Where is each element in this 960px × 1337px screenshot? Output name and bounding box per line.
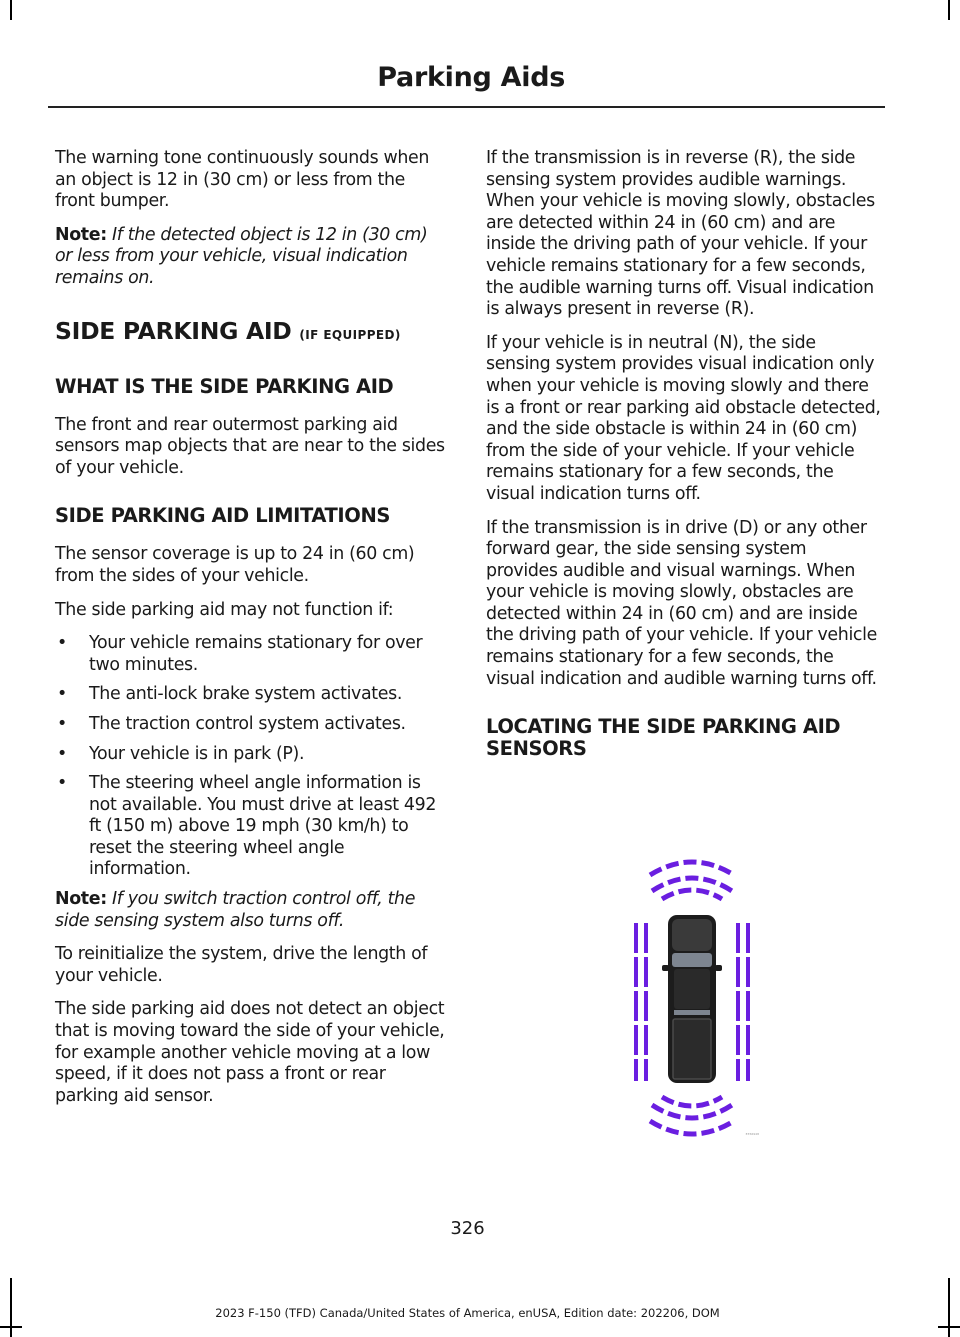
list-item: • Your vehicle remains stationary for over two minutes. xyxy=(55,633,447,676)
paragraph-does-not-detect: The side parking aid does not detect an object that is moving toward the side of your vehicle, for example another vehicle moving at a low speed, if it does not pass a front or rear parking aid sensor. xyxy=(55,999,445,1106)
crop-mark-top-right-v xyxy=(948,0,950,20)
figure-code: E356948 xyxy=(745,1132,759,1136)
paragraph-may-not-function: The side parking aid may not function if: xyxy=(55,599,394,620)
truck-cab-roof xyxy=(674,969,710,1009)
left-column xyxy=(55,148,447,1119)
paragraph-neutral: If your vehicle is in neutral (N), the side sensing system provides visual indication only when your vehicle is moving slowly and there is a front or rear parking aid obstacle detected, and the side obstacle is within 24 in (60 cm) from the side of your vehicle. If your vehicle remains stationary for a few seconds, the visual indication turns off. xyxy=(486,332,881,504)
note-text: If you switch traction control off, the side sensing system also turns off. xyxy=(55,889,416,931)
rear-arc-inner xyxy=(662,1097,722,1106)
crop-mark-bottom-right-v xyxy=(948,1278,950,1337)
right-sensing-zone xyxy=(738,923,748,1081)
left-sensing-zone xyxy=(636,923,646,1081)
mirror-right-icon xyxy=(715,965,722,971)
footer-edition-info: 2023 F-150 (TFD) Canada/United States of America, enUSA, Edition date: 202206, DOM xyxy=(215,1306,720,1320)
front-arc-middle xyxy=(652,878,732,891)
crop-mark-top-left-v xyxy=(10,0,12,20)
crop-mark-bottom-right-h xyxy=(938,1326,960,1328)
truck-windshield xyxy=(672,953,712,967)
right-column xyxy=(486,148,881,760)
note-text: If the detected object is 12 in (30 cm) or less from your vehicle, visual indication remains on. xyxy=(55,224,428,288)
heading-suffix: (IF EQUIPPED) xyxy=(299,327,401,342)
front-sensing-arcs xyxy=(650,862,734,899)
crop-mark-bottom-left-h xyxy=(0,1326,22,1328)
rear-arc-middle xyxy=(652,1105,732,1118)
note-detected-object xyxy=(55,225,447,290)
paragraph-reinitialize: To reinitialize the system, drive the length of your vehicle. xyxy=(55,944,428,986)
heading-locating-sensors: LOCATING THE SIDE PARKING AID SENSORS xyxy=(486,715,841,761)
heading-side-parking-aid-limitations: SIDE PARKING AID LIMITATIONS xyxy=(55,504,391,528)
header-divider xyxy=(48,106,885,108)
truck-top-view xyxy=(662,915,722,1083)
paragraph-sensor-coverage: The sensor coverage is up to 24 in (60 cm) from the sides of your vehicle. xyxy=(55,544,415,586)
list-item: • The anti-lock brake system activates. xyxy=(55,684,447,706)
heading-side-parking-aid xyxy=(55,318,447,348)
side-parking-sensors-illustration xyxy=(622,853,762,1143)
page-number: 326 xyxy=(450,1218,485,1239)
front-arc-outer xyxy=(650,862,734,875)
heading-main: SIDE PARKING AID xyxy=(55,316,292,345)
mirror-left-icon xyxy=(662,965,669,971)
limitations-list xyxy=(55,633,447,881)
list-item: • Your vehicle is in park (P). xyxy=(55,744,447,766)
page-section-title: Parking Aids xyxy=(377,62,565,93)
paragraph-what-is: The front and rear outermost parking aid sensors map objects that are near to the sides of your vehicle. xyxy=(55,414,445,478)
truck-rear-window xyxy=(674,1010,710,1015)
note-traction-control xyxy=(55,889,447,932)
rear-arc-outer xyxy=(650,1121,734,1134)
paragraph-warning-tone: The warning tone continuously sounds when an object is 12 in (30 cm) or less from the front bumper. xyxy=(55,148,430,212)
list-item: • The traction control system activates. xyxy=(55,714,447,736)
truck-hood xyxy=(672,919,712,951)
truck-bed xyxy=(673,1019,711,1079)
front-arc-inner xyxy=(662,890,722,899)
heading-what-is-side-parking-aid: WHAT IS THE SIDE PARKING AID xyxy=(55,374,394,398)
paragraph-reverse: If the transmission is in reverse (R), the side sensing system provides audible warnings. When your vehicle is moving slowly, obstacles are detected within 24 in (60 cm) and are inside the driving path of your vehicle. If your vehicle remains stationary for a few seconds, the audible warning turns off. Visual indication is always present in reverse (R). xyxy=(486,148,875,320)
note-label: Note: xyxy=(55,224,107,245)
paragraph-drive: If the transmission is in drive (D) or any other forward gear, the side sensing system provides audible and visual warnings. When your vehicle is moving slowly, obstacles are detected within 24 in (60 cm) and are inside the driving path of your vehicle. If your vehicle remains stationary for a few seconds, the visual indication and audible warning turns off. xyxy=(486,517,877,689)
note-label: Note: xyxy=(55,889,107,910)
rear-sensing-arcs xyxy=(650,1097,734,1134)
list-item: • The steering wheel angle information is not available. You must drive at least 492 ft (150 m) above 19 mph (30 km/h) to reset the steering wheel angle information. xyxy=(55,773,447,881)
